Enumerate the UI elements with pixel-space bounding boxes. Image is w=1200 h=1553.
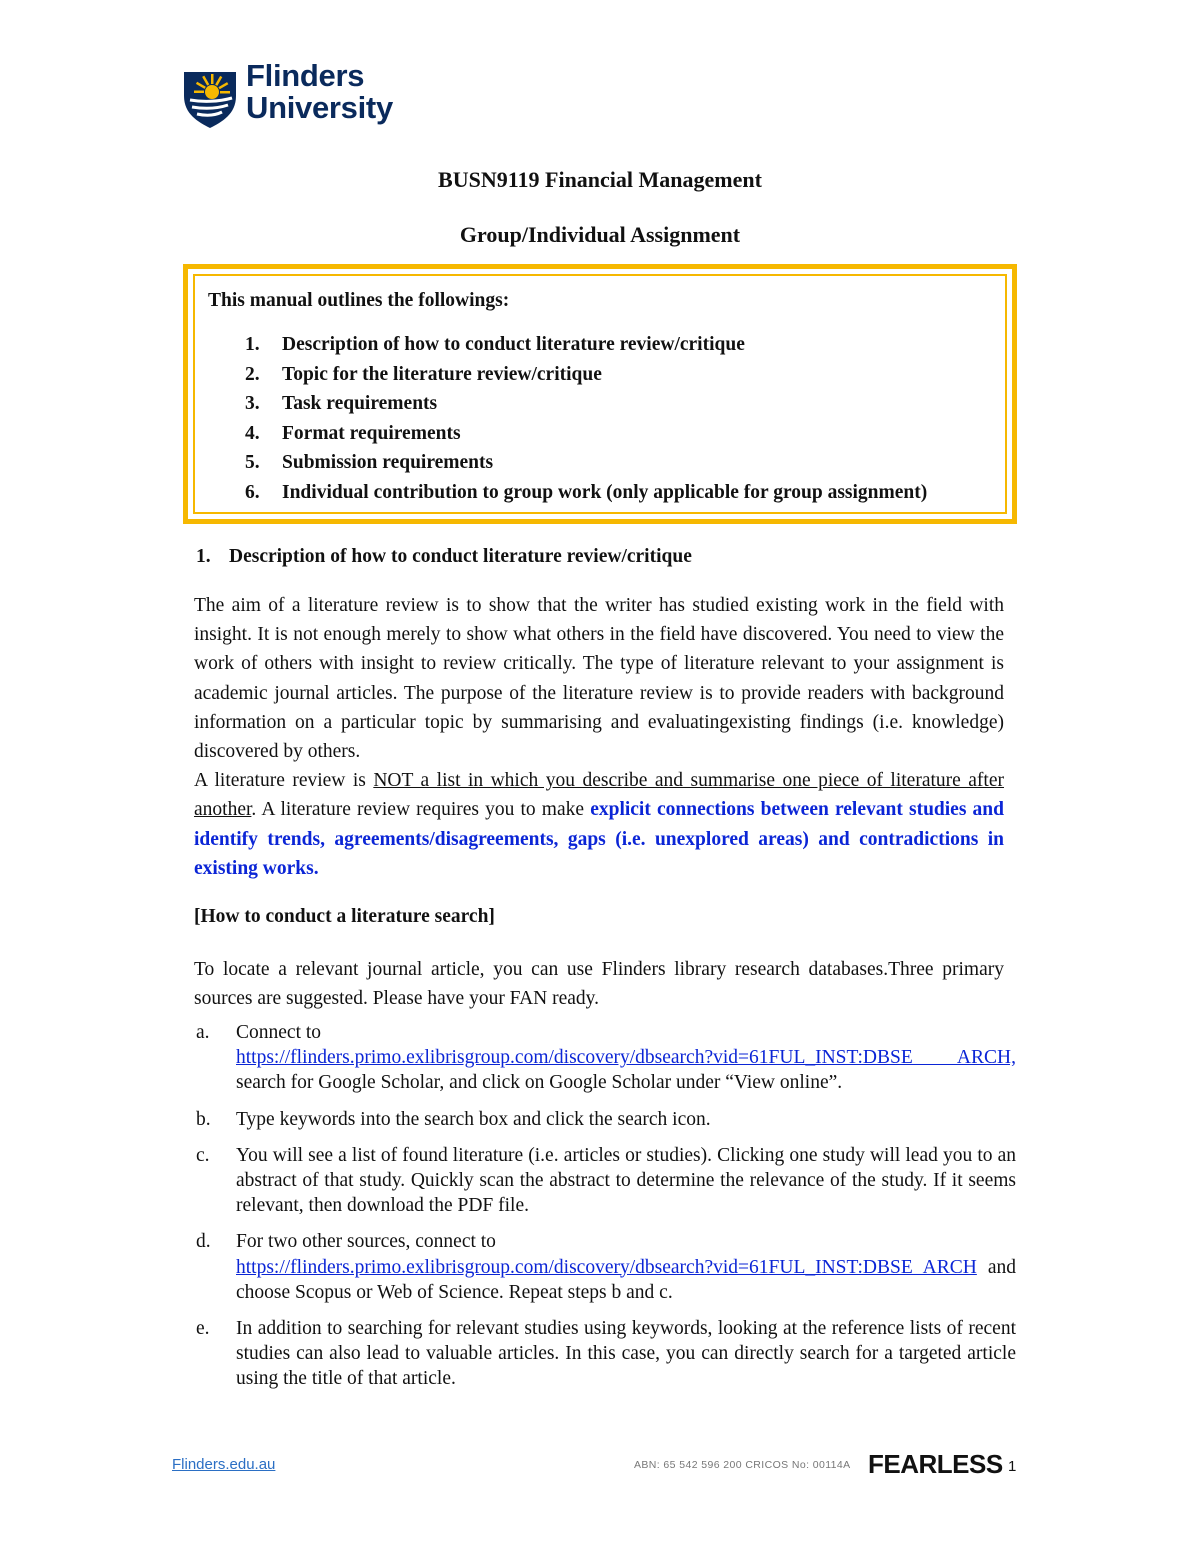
section-1-p2-emphasis: explicit connections between relevant studies and identify trends, agreements/disagreements, gaps (i.e. unexplored areas) and contradictions in existing works. [194, 799, 1004, 879]
outline-item: 2. Topic for the literature review/critique [245, 363, 602, 385]
assignment-title: Group/Individual Assignment [459, 222, 741, 247]
outline-box [183, 264, 1017, 524]
section-1-p2-start: A literature review is [194, 770, 374, 792]
section-1-body [194, 591, 1004, 883]
outline-inner-border [193, 274, 1007, 514]
section-1-p2-underlined: NOT a list in which you describe and summarise one piece of literature after another [194, 770, 1004, 821]
library-database-link[interactable]: https://flinders.primo.exlibrisgroup.com/discovery/dbsearch?vid=61FUL_INST:DBSE ARCH, [236, 1047, 1016, 1069]
step-e: e. In addition to searching for relevant studies using keywords, looking at the reference lists of recent studies can also lead to valuable articles. In this case, you can directly search for a targeted article using the title of that article. [196, 1318, 1016, 1390]
section-1-intro: The aim of a literature review is to show that the writer has studied existing work in the field with insight. It is not enough merely to show what others in the field have discovered. You need to view the work of others with insight to review critically. The type of literature relevant to your assignment is academic journal articles. The purpose of the literature review is to provide readers with background information on a particular topic by summarising and evaluatingexisting findings (i.e. knowledge) discovered by others. [194, 595, 1004, 763]
outline-list [245, 330, 927, 508]
step-a: a. Connect to https://flinders.primo.exlibrisgroup.com/discovery/dbsearch?vid=61FUL_INST:DBSE ARCH, search for Google Scholar, and click on Google Scholar under “View online”. [196, 1022, 1016, 1094]
step-d: d. For two other sources, connect to https://flinders.primo.exlibrisgroup.com/discovery/dbsearch?vid=61FUL_INST:DBSE ARCH and choose Scopus or Web of Science. Repeat steps b and c. [196, 1231, 1016, 1303]
outline-item: 4. Format requirements [245, 422, 461, 444]
search-intro: To locate a relevant journal article, you can use Flinders library research databases.Three primary sources are suggested. Please have your FAN ready. [194, 959, 1004, 1010]
logo-line-1: Flinders [246, 58, 365, 93]
search-steps [196, 1020, 1016, 1403]
course-title: BUSN9119 Financial Management [438, 167, 762, 192]
section-1-p2-mid: . A literature review requires you to make [251, 799, 591, 821]
logo-wordmark [246, 60, 393, 124]
section-1-heading: 1. Description of how to conduct literature review/critique [196, 546, 692, 567]
logo-line-2: University [246, 90, 393, 125]
outline-item: 1. Description of how to conduct literature review/critique [245, 334, 745, 355]
search-heading: [How to conduct a literature search] [194, 906, 495, 927]
page-number: 1 [1008, 1458, 1017, 1475]
flinders-shield-icon [182, 62, 238, 128]
outline-item: 6. Individual contribution to group work (only applicable for group assignment) [245, 481, 928, 503]
footer-slogan: FEARLESS [868, 1449, 1003, 1479]
outline-heading: This manual outlines the followings: [208, 290, 510, 311]
flinders-logo [182, 60, 412, 132]
step-c: c. You will see a list of found literature (i.e. articles or studies). Clicking one study will lead you to an abstract of that study. Quickly scan the abstract to determine the relevance of the study. If it seems relevant, then download the PDF file. [196, 1144, 1016, 1217]
footer-abn: ABN: 65 542 596 200 CRICOS No: 00114A [634, 1459, 851, 1471]
outline-item: 5. Submission requirements [245, 452, 494, 474]
footer-website-link[interactable]: Flinders.edu.au [172, 1456, 276, 1473]
library-database-link-2[interactable]: https://flinders.primo.exlibrisgroup.com/discovery/dbsearch?vid=61FUL_INST:DBSE ARCH [236, 1256, 977, 1278]
step-b: b. Type keywords into the search box and click the search icon. [196, 1108, 711, 1130]
outline-item: 3. Task requirements [245, 393, 438, 415]
